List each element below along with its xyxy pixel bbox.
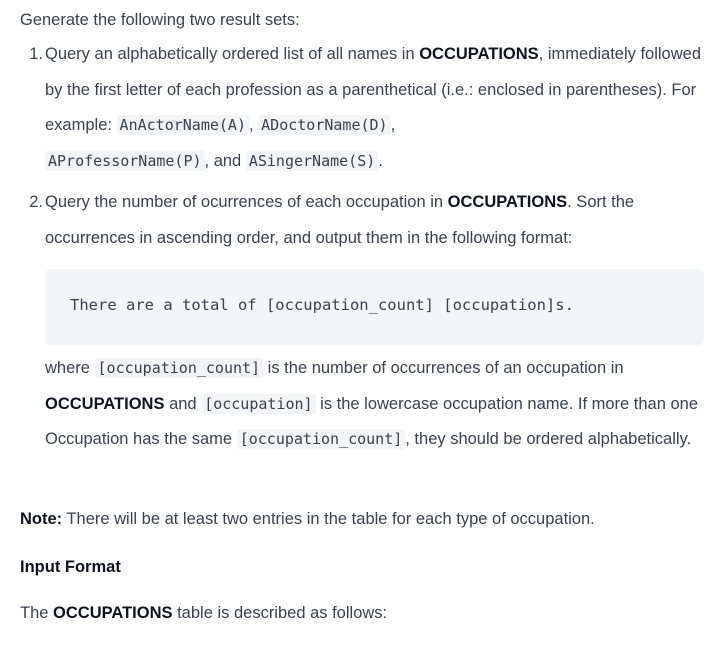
occupations-table-name: OCCUPATIONS	[419, 45, 539, 63]
description-text: The	[20, 604, 54, 622]
occupation-count-code: [occupation_count]	[95, 358, 264, 378]
occupations-table-name: OCCUPATIONS	[45, 394, 165, 413]
example-actor: AnActorName(A)	[117, 115, 249, 135]
explanation-text: , they should be ordered alphabetically.	[405, 430, 692, 448]
list-number-1: 1.	[29, 45, 43, 63]
occupation-code: [occupation]	[201, 394, 315, 414]
input-format-description	[20, 601, 387, 625]
explanation-text: is the lowercase occupation name. If more than one Occupation has the same	[45, 394, 699, 448]
output-format-code-block	[45, 269, 704, 345]
output-format-code: There are a total of [occupation_count] [occupation]s.	[70, 296, 574, 314]
description-text: table is described as follows:	[172, 604, 388, 622]
item2-text-end: . Sort the occurrences in ascending order, and output them in the following format:	[45, 193, 635, 247]
item1-text-start: Query an alphabetically ordered list of all names in	[45, 45, 420, 63]
example-singer: ASingerName(S)	[246, 151, 378, 171]
separator: ,	[390, 116, 396, 134]
list-item-2	[45, 185, 715, 256]
occupation-count-code: [occupation_count]	[237, 429, 406, 449]
list-item-1	[45, 37, 715, 179]
intro-text: Generate the following two result sets:	[20, 11, 300, 29]
explanation-text: is the number of occurrences of an occupation in	[263, 359, 624, 377]
period: .	[378, 151, 383, 170]
list-number-2: 2.	[29, 193, 43, 211]
note-text: There will be at least two entries in the table for each type of occupation.	[62, 510, 595, 528]
separator: , and	[204, 151, 246, 170]
explanation-text: where	[45, 359, 95, 377]
item2-text-start: Query the number of ocurrences of each occupation in	[45, 193, 448, 211]
item2-explanation	[45, 351, 715, 458]
note-paragraph	[20, 507, 595, 531]
example-doctor: ADoctorName(D)	[258, 115, 390, 135]
item1-text-middle: , immediately followed by the first letter of each profession as a parenthetical (i.e.: enclosed in parentheses). For example:	[45, 45, 702, 134]
explanation-text: and	[164, 394, 202, 413]
heading-text: Input Format	[20, 558, 121, 576]
note-label: Note:	[20, 510, 63, 528]
occupations-table-name: OCCUPATIONS	[53, 604, 173, 622]
example-professor: AProfessorName(P)	[45, 151, 205, 171]
input-format-heading	[20, 555, 121, 579]
occupations-table-name: OCCUPATIONS	[447, 193, 568, 211]
separator: ,	[248, 116, 259, 134]
